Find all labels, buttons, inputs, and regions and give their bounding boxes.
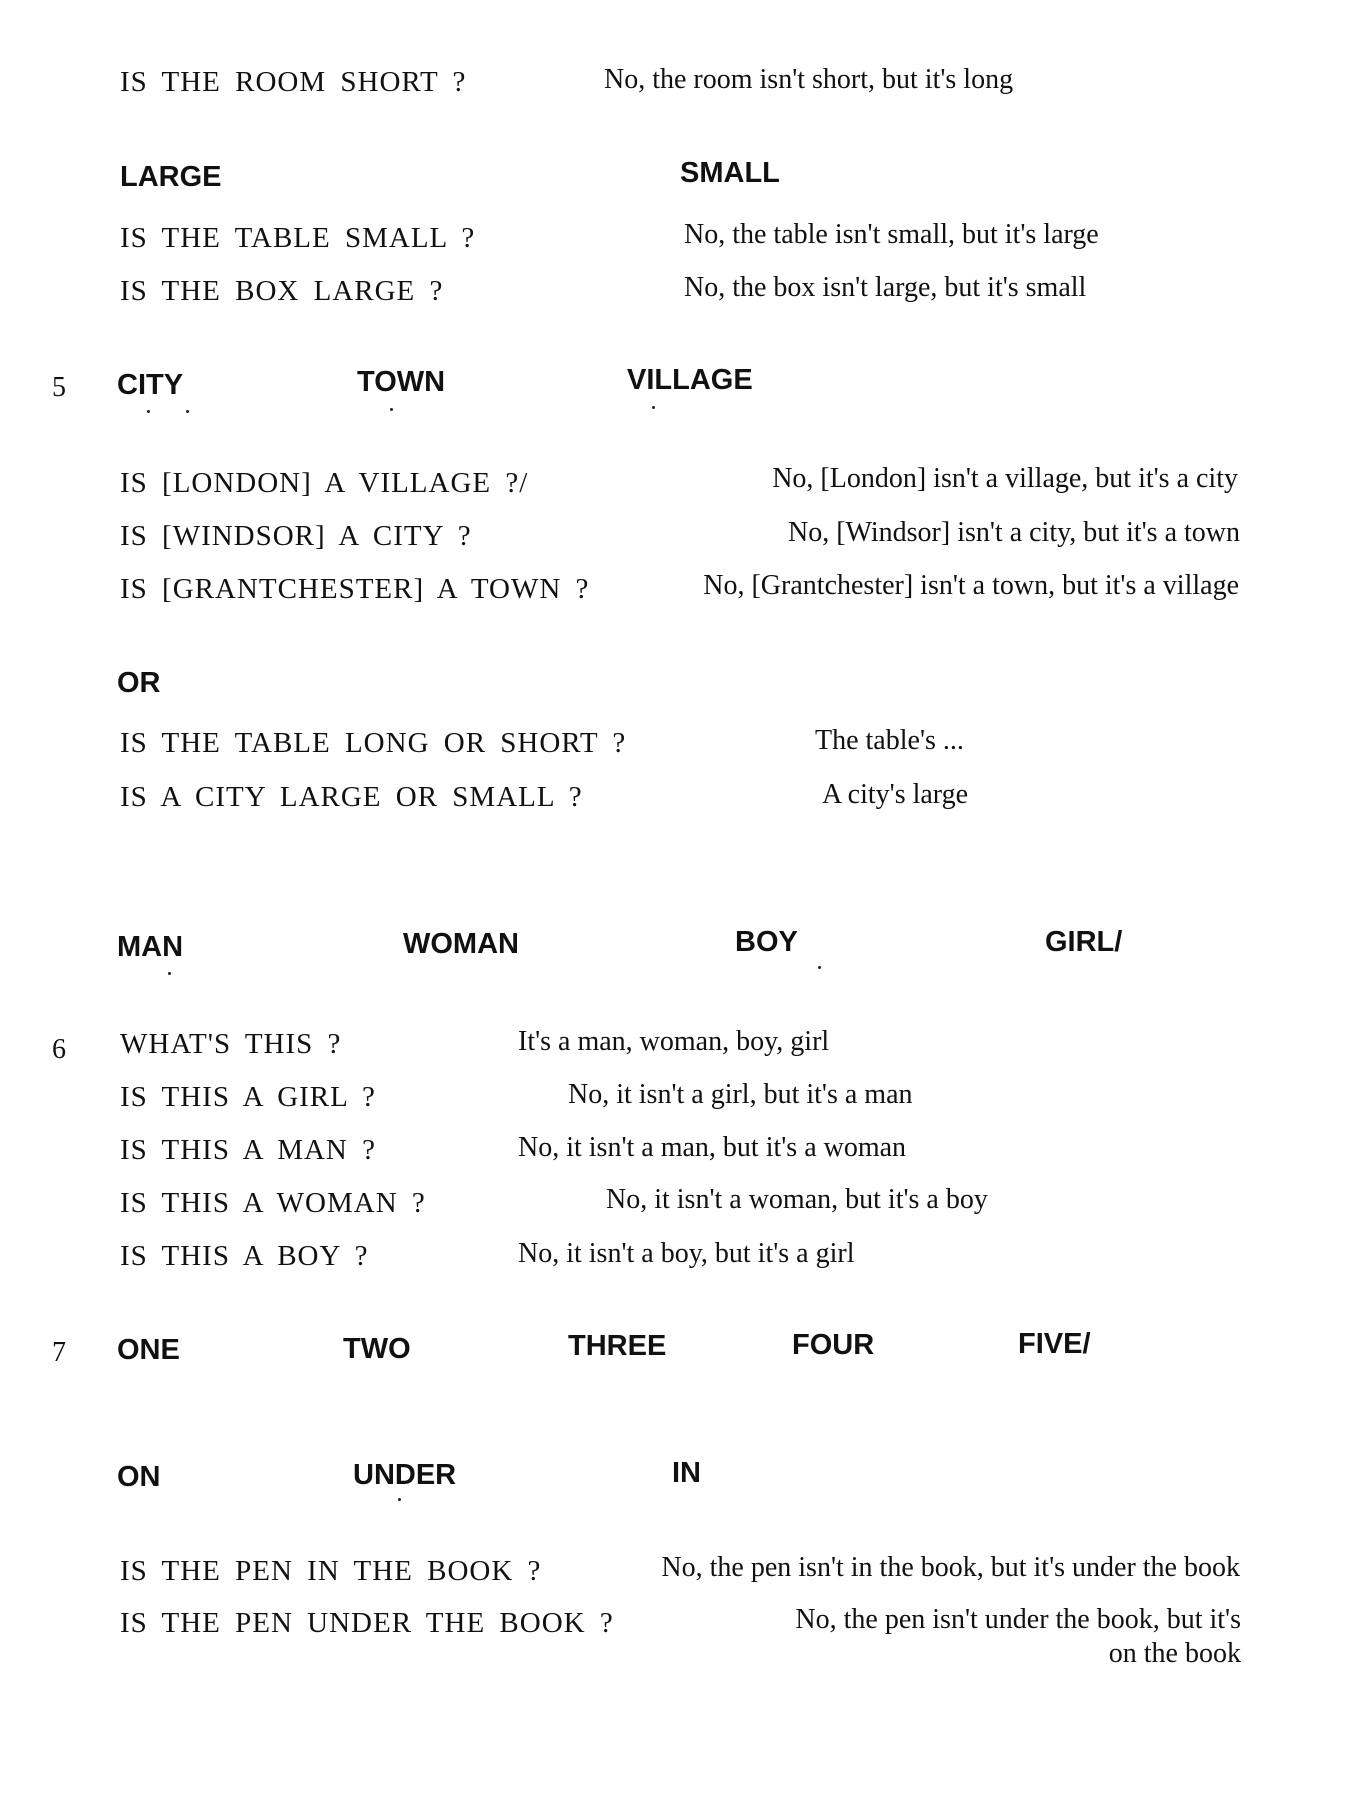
question-pen-under-book: IS THE PEN UNDER THE BOOK ? [120, 1607, 614, 1639]
answer-whats-this: It's a man, woman, boy, girl [518, 1026, 830, 1057]
question-pen-in-book: IS THE PEN IN THE BOOK ? [120, 1555, 542, 1587]
vocab-village: VILLAGE [627, 364, 753, 396]
question-city-large-small: IS A CITY LARGE OR SMALL ? [120, 781, 583, 813]
answer-this-girl: No, it isn't a girl, but it's a man [568, 1079, 913, 1110]
answer-pen-in-book: No, the pen isn't in the book, but it's under the book [661, 1552, 1240, 1583]
question-room-short: IS THE ROOM SHORT ? [120, 66, 467, 98]
stress-mark [398, 1498, 401, 1501]
answer-pen-under-book-continued: on the book [1108, 1638, 1241, 1669]
question-whats-this: WHAT'S THIS ? [120, 1028, 342, 1060]
vocab-one: ONE [117, 1334, 180, 1366]
vocab-on: ON [117, 1461, 161, 1493]
vocab-small: SMALL [680, 157, 780, 189]
vocab-city: CITY [117, 369, 184, 401]
vocab-two: TWO [343, 1333, 411, 1365]
answer-this-man: No, it isn't a man, but it's a woman [518, 1132, 907, 1163]
vocab-in: IN [672, 1457, 701, 1489]
stress-mark [390, 408, 393, 411]
question-this-woman: IS THIS A WOMAN ? [120, 1187, 426, 1219]
vocab-girl: GIRL/ [1045, 926, 1123, 958]
vocab-large: LARGE [120, 161, 222, 193]
stress-mark [186, 410, 189, 413]
question-table-long-short: IS THE TABLE LONG OR SHORT ? [120, 727, 627, 759]
question-windsor: IS [WINDSOR] A CITY ? [120, 520, 472, 552]
answer-this-boy: No, it isn't a boy, but it's a girl [518, 1238, 855, 1269]
vocab-town: TOWN [357, 366, 446, 398]
section-number-7: 7 [52, 1337, 66, 1368]
vocab-three: THREE [568, 1330, 667, 1362]
answer-table-small: No, the table isn't small, but it's large [684, 219, 1099, 250]
question-box-large: IS THE BOX LARGE ? [120, 275, 444, 307]
answer-this-woman: No, it isn't a woman, but it's a boy [606, 1184, 988, 1215]
stress-mark [818, 966, 821, 969]
vocab-under: UNDER [353, 1459, 457, 1491]
stress-mark [652, 406, 655, 409]
vocab-four: FOUR [792, 1329, 875, 1361]
answer-room-short: No, the room isn't short, but it's long [604, 64, 1014, 95]
vocab-boy: BOY [735, 926, 798, 958]
question-london: IS [LONDON] A VILLAGE ?/ [120, 467, 529, 499]
question-table-small: IS THE TABLE SMALL ? [120, 222, 476, 254]
question-this-man: IS THIS A MAN ? [120, 1134, 376, 1166]
answer-grantchester: No, [Grantchester] isn't a town, but it's a village [703, 570, 1239, 601]
vocab-man: MAN [117, 931, 184, 963]
answer-pen-under-book: No, the pen isn't under the book, but it's [795, 1604, 1241, 1635]
question-this-girl: IS THIS A GIRL ? [120, 1081, 376, 1113]
answer-city-large-small: A city's large [822, 779, 969, 810]
vocab-five: FIVE/ [1018, 1328, 1091, 1360]
stress-mark [168, 972, 171, 975]
question-this-boy: IS THIS A BOY ? [120, 1240, 369, 1272]
vocab-woman: WOMAN [403, 928, 519, 960]
section-number-6: 6 [52, 1034, 66, 1065]
answer-box-large: No, the box isn't large, but it's small [684, 272, 1087, 303]
answer-windsor: No, [Windsor] isn't a city, but it's a town [788, 517, 1240, 548]
question-grantchester: IS [GRANTCHESTER] A TOWN ? [120, 573, 590, 605]
vocab-or: OR [117, 667, 161, 699]
stress-mark [147, 410, 150, 413]
answer-london: No, [London] isn't a village, but it's a city [772, 463, 1238, 494]
answer-table-long-short: The table's ... [815, 725, 964, 756]
section-number-5: 5 [52, 372, 66, 403]
